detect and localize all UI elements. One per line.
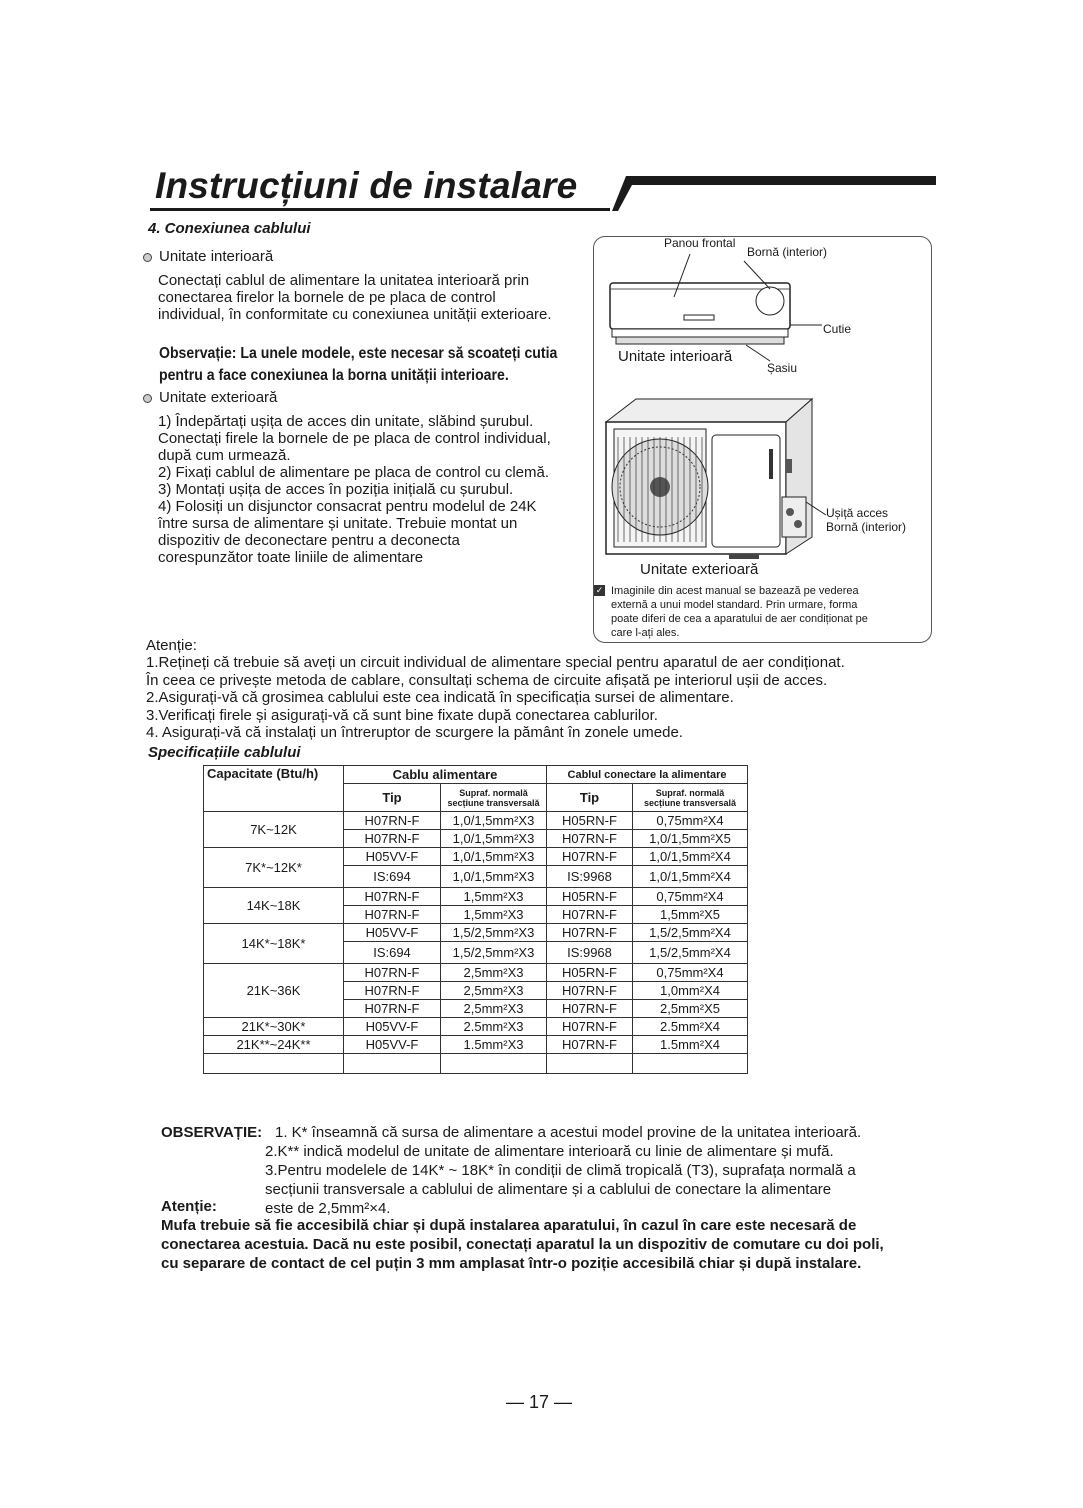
step-line: între sursa de alimentare și unitate. Trebuie montat un — [158, 515, 518, 532]
attention-line: conectarea acestuia. Dacă nu este posibil, conectați aparatul la un dispozitiv de comutare cu doi poli, — [161, 1236, 884, 1253]
conn-type-cell: H05RN-F — [547, 964, 633, 982]
header-type: Tip — [344, 784, 441, 812]
page-number: — 17 — — [506, 1392, 573, 1412]
observation-label: OBSERVAȚIE: — [161, 1124, 263, 1141]
note-line: Observație: La unele modele, este necesar să scoateți cutia — [159, 345, 558, 362]
outdoor-label: Unitate exterioară — [159, 389, 278, 406]
power-type-cell: H07RN-F — [344, 812, 441, 830]
conn-section-cell: 1,0mm²X4 — [633, 982, 748, 1000]
table-row — [204, 1036, 748, 1054]
power-type-cell: H05VV-F — [344, 848, 441, 866]
step-line: după cum urmează. — [158, 447, 291, 464]
step-line: corespunzător toate liniile de alimentare — [158, 549, 424, 566]
label-terminal-outdoor: Bornă (interior) — [826, 520, 907, 534]
header-section-line: secțiune transversală — [447, 797, 540, 808]
capacity-cell: 7K*~12K* — [204, 848, 344, 888]
table-row — [204, 848, 748, 866]
label-outdoor-unit: Unitate exterioară — [640, 561, 759, 578]
power-section-cell: 1,0/1,5mm²X3 — [441, 830, 547, 848]
power-section-cell: 1,5mm²X3 — [441, 906, 547, 924]
power-type-cell: H05VV-F — [344, 924, 441, 942]
attention-label: Atenție: — [161, 1198, 217, 1215]
warning-line: 1.Rețineți că trebuie să aveți un circuit individual de alimentare special pentru aparatul de aer condiționat. — [146, 654, 845, 671]
power-type-cell: H05VV-F — [344, 1018, 441, 1036]
conn-type-cell: IS:9968 — [547, 942, 633, 964]
power-section-cell: 1,0/1,5mm²X3 — [441, 866, 547, 888]
capacity-cell: 21K*~30K* — [204, 1018, 344, 1036]
conn-type-cell: IS:9968 — [547, 866, 633, 888]
indoor-label: Unitate interioară — [159, 248, 274, 265]
capacity-cell: 21K~36K — [204, 964, 344, 1018]
indoor-unit-drawing — [610, 254, 822, 361]
step-line: 4) Folosiți un disjunctor consacrat pentru modelul de 24K — [158, 498, 537, 515]
table-row — [204, 1018, 748, 1036]
table-row — [204, 924, 748, 942]
power-section-cell: 2,5mm²X3 — [441, 1000, 547, 1018]
header-section — [441, 784, 547, 812]
power-type-cell: IS:694 — [344, 942, 441, 964]
power-section-cell: 1,0/1,5mm²X3 — [441, 812, 547, 830]
empty-cell — [204, 1054, 344, 1074]
disclaimer-line: poate diferi de cea a aparatului de aer condiționat pe — [611, 613, 868, 625]
header-power-cable: Cablu alimentare — [344, 766, 547, 784]
header-type: Tip — [547, 784, 633, 812]
attention-paragraph — [161, 1216, 884, 1273]
capacity-cell: 14K~18K — [204, 888, 344, 924]
observation-item: secțiunii transversale a cablului de alimentare și a cablului de conectare la alimentare — [265, 1181, 832, 1198]
conn-section-cell: 2,5mm²X5 — [633, 1000, 748, 1018]
power-section-cell: 1,5mm²X3 — [441, 888, 547, 906]
table-row — [204, 964, 748, 982]
conn-section-cell: 0,75mm²X4 — [633, 812, 748, 830]
indoor-line: individual, în conformitate cu conexiunea unității exterioare. — [158, 306, 552, 323]
step-line: 2) Fixați cablul de alimentare pe placa de control cu clemă. — [158, 464, 550, 481]
power-section-cell: 2,5mm²X3 — [441, 964, 547, 982]
title-underline — [150, 208, 610, 211]
observation-item: 3.Pentru modelele de 14K* ~ 18K* în condiții de climă tropicală (T3), suprafața normală a — [265, 1162, 856, 1179]
conn-section-cell: 0,75mm²X4 — [633, 888, 748, 906]
check-icon: ✓ — [595, 585, 604, 595]
step-line: 3) Montați ușița de acces în poziția inițială cu șurubul. — [158, 481, 514, 498]
conn-section-cell: 1,5/2,5mm²X4 — [633, 924, 748, 942]
table-spacer-row — [204, 1054, 748, 1074]
capacity-cell: 21K**~24K** — [204, 1036, 344, 1054]
conn-type-cell: H07RN-F — [547, 1036, 633, 1054]
conn-type-cell: H07RN-F — [547, 1000, 633, 1018]
power-section-cell: 2.5mm²X3 — [441, 1018, 547, 1036]
power-type-cell: H07RN-F — [344, 888, 441, 906]
step-line: 1) Îndepărtați ușița de acces din unitate, slăbind șurubul. — [158, 413, 534, 430]
label-indoor-unit: Unitate interioară — [618, 348, 733, 365]
warning-line: 4. Asigurați-vă că instalați un întreruptor de scurgere la pământ în zonele umede. — [146, 724, 683, 741]
capacity-cell: 14K*~18K* — [204, 924, 344, 964]
indoor-line: conectarea firelor la bornele de pe placa de control — [158, 289, 496, 306]
step-line: dispozitiv de deconectare pentru a deconecta — [158, 532, 460, 549]
power-type-cell: H05VV-F — [344, 1036, 441, 1054]
page-title: Instrucțiuni de instalare — [155, 165, 578, 206]
conn-section-cell: 1,0/1,5mm²X4 — [633, 848, 748, 866]
conn-type-cell: H07RN-F — [547, 982, 633, 1000]
header-section-line: Supraf. normală — [459, 787, 528, 798]
attention-line: Mufa trebuie să fie accesibilă chiar și după instalarea aparatului, în cazul în care este necesară de — [161, 1217, 857, 1234]
power-type-cell: H07RN-F — [344, 1000, 441, 1018]
note-line: pentru a face conexiunea la borna unității interioare. — [159, 367, 509, 384]
conn-type-cell: H07RN-F — [547, 1018, 633, 1036]
cable-spec-table — [203, 765, 748, 1074]
outdoor-steps — [158, 413, 551, 566]
bullet-icon — [143, 253, 152, 262]
step-line: Conectați firele la bornele de pe placa de control individual, — [158, 430, 551, 447]
conn-section-cell: 1,5mm²X5 — [633, 906, 748, 924]
power-type-cell: H07RN-F — [344, 964, 441, 982]
spec-table-body — [204, 812, 748, 1074]
conn-section-cell: 1,0/1,5mm²X4 — [633, 866, 748, 888]
conn-type-cell: H07RN-F — [547, 906, 633, 924]
label-access-door: Ușiță acces — [826, 506, 889, 520]
observation-item: este de 2,5mm²×4. — [265, 1200, 391, 1217]
warning-list — [146, 654, 845, 742]
spec-title: Specificațiile cablului — [148, 744, 301, 761]
observation-item: 2.K** indică modelul de unitate de alimentare interioară cu linie de alimentare și mufă. — [265, 1143, 834, 1160]
conn-section-cell: 2.5mm²X4 — [633, 1018, 748, 1036]
label-chassis: Șasiu — [767, 361, 798, 375]
observation-list — [265, 1123, 861, 1218]
conn-section-cell: 0,75mm²X4 — [633, 964, 748, 982]
warning-label: Atenție: — [146, 637, 197, 654]
header-connection-cable: Cablul conectare la alimentare — [547, 766, 748, 784]
label-front-panel: Panou frontal — [664, 236, 736, 250]
table-row — [204, 888, 748, 906]
power-section-cell: 1.5mm²X3 — [441, 1036, 547, 1054]
power-type-cell: H07RN-F — [344, 906, 441, 924]
header-section — [633, 784, 748, 812]
empty-cell — [633, 1054, 748, 1074]
empty-cell — [344, 1054, 441, 1074]
indoor-bullet — [143, 248, 273, 265]
power-type-cell: H07RN-F — [344, 982, 441, 1000]
conn-section-cell: 1.5mm²X4 — [633, 1036, 748, 1054]
empty-cell — [441, 1054, 547, 1074]
section-heading: 4. Conexiunea cablului — [148, 220, 311, 237]
disclaimer-line: care l-ați ales. — [611, 627, 680, 639]
conn-section-cell: 1,5/2,5mm²X4 — [633, 942, 748, 964]
conn-section-cell: 1,0/1,5mm²X5 — [633, 830, 748, 848]
power-section-cell: 1,5/2,5mm²X3 — [441, 942, 547, 964]
warning-line: 2.Asigurați-vă că grosimea cablului este cea indicată în specificația sursei de alimentare. — [146, 689, 734, 706]
label-terminal-indoor: Bornă (interior) — [747, 245, 828, 259]
table-row — [204, 812, 748, 830]
title-bar-decoration — [612, 176, 936, 211]
outdoor-bullet — [143, 389, 277, 406]
indoor-text — [158, 272, 552, 323]
conn-type-cell: H07RN-F — [547, 848, 633, 866]
conn-type-cell: H07RN-F — [547, 830, 633, 848]
power-section-cell: 1,0/1,5mm²X3 — [441, 848, 547, 866]
bullet-icon — [143, 394, 152, 403]
warning-line: 3.Verificați firele și asigurați-vă că sunt bine fixate după conectarea cablurilor. — [146, 706, 658, 724]
outdoor-unit-drawing — [606, 399, 826, 559]
power-section-cell: 2,5mm²X3 — [441, 982, 547, 1000]
conn-type-cell: H05RN-F — [547, 812, 633, 830]
empty-cell — [547, 1054, 633, 1074]
warning-line: În ceea ce privește metoda de cablare, consultați schema de circuite afișată pe interiorul ușii de acces. — [146, 671, 828, 689]
capacity-cell: 7K~12K — [204, 812, 344, 848]
disclaimer-line: externă a unui model standard. Prin urmare, forma — [611, 599, 858, 611]
indoor-line: Conectați cablul de alimentare la unitatea interioară prin — [158, 272, 530, 289]
header-section-line: secțiune transversală — [643, 797, 737, 808]
header-section-line: Supraf. normală — [655, 787, 725, 798]
disclaimer-line: Imaginile din acest manual se bazează pe vederea — [611, 585, 859, 597]
figure-disclaimer — [595, 584, 921, 640]
power-type-cell: IS:694 — [344, 866, 441, 888]
conn-type-cell: H05RN-F — [547, 888, 633, 906]
indoor-note — [159, 343, 557, 387]
conn-type-cell: H07RN-F — [547, 924, 633, 942]
header-capacity: Capacitate (Btu/h) — [204, 766, 344, 812]
label-box: Cutie — [823, 322, 852, 336]
attention-line: cu separare de contact de cel puțin 3 mm amplasat într-o poziție accesibilă chiar și după instalare. — [161, 1255, 862, 1272]
power-section-cell: 1,5/2,5mm²X3 — [441, 924, 547, 942]
observation-item: 1. K* înseamnă că sursa de alimentare a acestui model provine de la unitatea interioară. — [275, 1124, 862, 1141]
power-type-cell: H07RN-F — [344, 830, 441, 848]
